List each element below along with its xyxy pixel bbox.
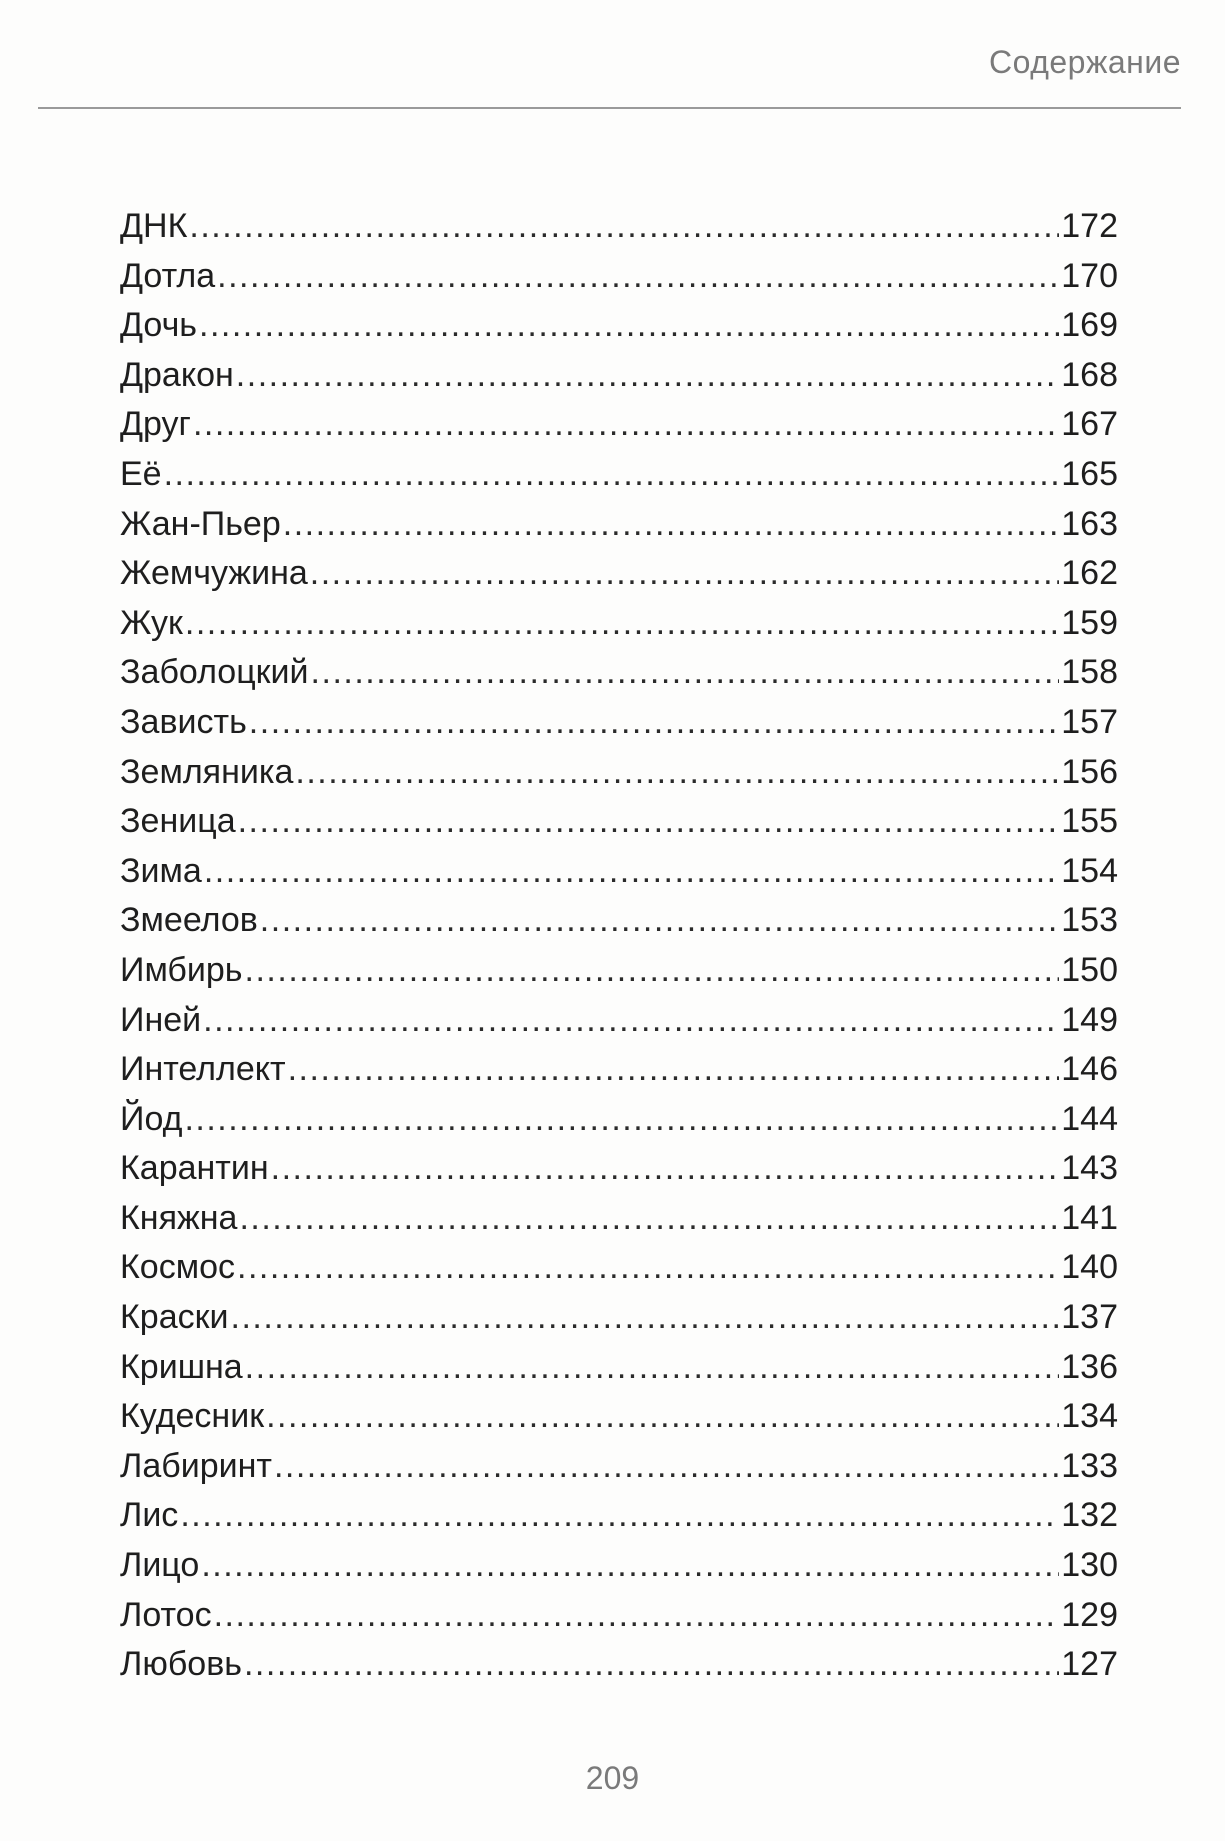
toc-entry-title: Зависть	[120, 702, 247, 741]
toc-entry	[120, 1442, 1118, 1492]
toc-entry	[120, 1095, 1118, 1145]
toc-entry	[120, 1293, 1118, 1343]
toc-dot-leader	[295, 748, 1059, 798]
toc-entry	[120, 599, 1118, 649]
toc-entry-title: Княжна	[120, 1198, 238, 1237]
toc-entry-title: Имбирь	[120, 950, 243, 989]
toc-entry-title: Змеелов	[120, 901, 258, 940]
toc-entry-page: 140	[1061, 1248, 1118, 1287]
toc-entry-title: Кудесник	[120, 1397, 265, 1436]
toc-dot-leader	[249, 698, 1059, 748]
toc-dot-leader	[204, 847, 1059, 897]
toc-entry-page: 133	[1061, 1446, 1118, 1485]
toc-entry-page: 163	[1061, 504, 1118, 543]
toc-entry	[120, 549, 1118, 599]
toc-entry-page: 165	[1061, 454, 1118, 493]
toc-entry	[120, 648, 1118, 698]
toc-entry	[120, 1392, 1118, 1442]
toc-dot-leader	[231, 1293, 1060, 1343]
toc-entry-title: Друг	[120, 405, 191, 444]
toc-entry	[120, 996, 1118, 1046]
toc-dot-leader	[185, 599, 1059, 649]
toc-entry-title: Жемчужина	[120, 554, 308, 593]
toc-entry-page: 158	[1061, 653, 1118, 692]
toc-entry	[120, 1343, 1118, 1393]
toc-entry-page: 137	[1061, 1298, 1118, 1337]
toc-entry-title: Зима	[120, 851, 202, 890]
toc-entry	[120, 1243, 1118, 1293]
toc-entry-title: Её	[120, 454, 162, 493]
toc-entry	[120, 1144, 1118, 1194]
toc-entry	[120, 896, 1118, 946]
toc-entry-title: ДНК	[120, 207, 188, 245]
toc-dot-leader	[203, 996, 1059, 1046]
toc-entry-title: Кришна	[120, 1347, 243, 1386]
toc-dot-leader	[283, 500, 1060, 550]
toc-entry-page: 162	[1061, 554, 1118, 593]
toc-dot-leader	[236, 351, 1059, 401]
toc-entry-title: Интеллект	[120, 1050, 286, 1089]
toc-entry-page: 143	[1061, 1149, 1118, 1188]
toc-dot-leader	[288, 1045, 1060, 1095]
toc-dot-leader	[189, 202, 1059, 252]
toc-entry-title: Жук	[120, 603, 183, 642]
toc-dot-leader	[214, 1591, 1060, 1641]
toc-entry-page: 153	[1061, 901, 1118, 940]
toc-dot-leader	[184, 1095, 1059, 1145]
toc-dot-leader	[193, 400, 1059, 450]
toc-entry-page: 150	[1061, 950, 1118, 989]
toc-entry-page: 169	[1061, 306, 1118, 345]
toc-dot-leader	[266, 1392, 1059, 1442]
toc-entry	[120, 252, 1118, 302]
toc-entry-title: Краски	[120, 1298, 229, 1337]
toc-entry-title: Космос	[120, 1248, 235, 1287]
toc-entry	[120, 748, 1118, 798]
toc-entry-page: 170	[1061, 256, 1118, 295]
toc-entry	[120, 1194, 1118, 1244]
toc-entry-title: Йод	[120, 1099, 183, 1138]
toc-dot-leader	[238, 797, 1060, 847]
toc-entry	[120, 698, 1118, 748]
toc-entry-page: 167	[1061, 405, 1118, 444]
toc-dot-leader	[201, 1541, 1059, 1591]
toc-dot-leader	[311, 648, 1060, 698]
toc-entry-title: Заболоцкий	[120, 653, 309, 692]
toc-entry-page: 134	[1061, 1397, 1118, 1436]
toc-entry-page: 141	[1061, 1198, 1118, 1237]
toc-entry-title: Зеница	[120, 802, 236, 841]
toc-entry-page: 156	[1061, 752, 1118, 791]
toc-entry-page: 155	[1061, 802, 1118, 841]
toc-dot-leader	[245, 946, 1060, 996]
toc-entry	[120, 946, 1118, 996]
toc-entry	[120, 1541, 1118, 1591]
toc-entry	[120, 301, 1118, 351]
toc-entry	[120, 797, 1118, 847]
header-divider	[38, 107, 1181, 109]
toc-entry-title: Лотос	[120, 1595, 212, 1634]
running-header-title: Содержание	[988, 44, 1181, 80]
toc-entry-title: Любовь	[120, 1645, 242, 1684]
toc-entry-page: 130	[1061, 1546, 1118, 1585]
toc-entry-page: 154	[1061, 851, 1118, 890]
toc-entry-page: 146	[1061, 1050, 1118, 1089]
toc-entry-title: Дракон	[120, 355, 234, 394]
toc-dot-leader	[245, 1343, 1060, 1393]
toc-entry-title: Лабиринт	[120, 1446, 272, 1485]
toc-entry-page: 159	[1061, 603, 1118, 642]
toc-entry	[120, 500, 1118, 550]
toc-dot-leader	[271, 1144, 1060, 1194]
toc-entry-title: Иней	[120, 1000, 202, 1039]
toc-entry-page: 144	[1061, 1099, 1118, 1138]
toc-entry-title: Лицо	[120, 1546, 200, 1585]
table-of-contents	[120, 202, 1118, 1690]
toc-dot-leader	[217, 252, 1059, 302]
toc-entry-page: 172	[1061, 207, 1118, 245]
toc-entry	[120, 202, 1118, 252]
toc-entry-title: Дотла	[120, 256, 216, 295]
toc-dot-leader	[260, 896, 1059, 946]
toc-entry-page: 157	[1061, 702, 1118, 741]
toc-dot-leader	[239, 1194, 1059, 1244]
toc-dot-leader	[237, 1243, 1059, 1293]
toc-entry-title: Карантин	[120, 1149, 269, 1188]
toc-entry-title: Жан-Пьер	[120, 504, 281, 543]
toc-entry-title: Лис	[120, 1496, 179, 1535]
toc-entry-page: 132	[1061, 1496, 1118, 1535]
toc-entry	[120, 847, 1118, 897]
toc-dot-leader	[199, 301, 1059, 351]
toc-entry	[120, 1491, 1118, 1541]
toc-entry-page: 136	[1061, 1347, 1118, 1386]
toc-entry-page: 127	[1061, 1645, 1118, 1684]
page-number: 209	[585, 1760, 640, 1796]
toc-entry	[120, 351, 1118, 401]
toc-entry	[120, 1591, 1118, 1641]
toc-entry	[120, 450, 1118, 500]
toc-dot-leader	[180, 1491, 1059, 1541]
toc-entry-page: 149	[1061, 1000, 1118, 1039]
toc-entry-page: 168	[1061, 355, 1118, 394]
toc-dot-leader	[274, 1442, 1059, 1492]
toc-entry-title: Земляника	[120, 752, 294, 791]
toc-entry	[120, 1640, 1118, 1690]
toc-dot-leader	[310, 549, 1059, 599]
toc-dot-leader	[164, 450, 1060, 500]
toc-entry-title: Дочь	[120, 306, 197, 345]
toc-entry	[120, 400, 1118, 450]
toc-dot-leader	[244, 1640, 1059, 1690]
toc-entry	[120, 1045, 1118, 1095]
toc-entry-page: 129	[1061, 1595, 1118, 1634]
